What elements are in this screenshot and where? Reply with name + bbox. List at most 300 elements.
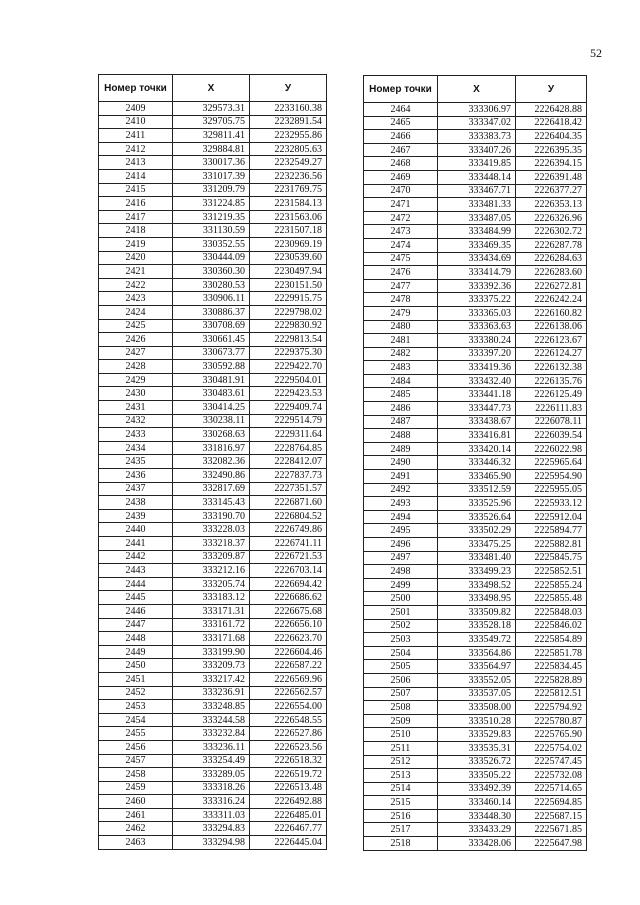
point-number-cell: 2483	[364, 361, 438, 375]
y-coordinate-cell: 2226703.14	[250, 564, 327, 578]
table-row	[364, 320, 587, 334]
y-coordinate-cell: 2229311.64	[250, 428, 327, 442]
x-coordinate-cell: 330238.11	[173, 414, 250, 428]
y-coordinate-cell: 2229409.74	[250, 401, 327, 415]
y-coordinate-cell: 2226160.82	[516, 306, 587, 320]
point-number-cell: 2508	[364, 701, 438, 715]
point-number-cell: 2434	[99, 441, 173, 455]
y-coordinate-cell: 2226353.13	[516, 198, 587, 212]
x-coordinate-cell: 333375.22	[438, 293, 516, 307]
y-coordinate-cell: 2226395.35	[516, 143, 587, 157]
point-number-cell: 2436	[99, 469, 173, 483]
point-number-cell: 2481	[364, 334, 438, 348]
table-header-row	[99, 75, 327, 102]
point-number-cell: 2491	[364, 470, 438, 484]
x-coordinate-cell: 333414.79	[438, 266, 516, 280]
table-row	[99, 509, 327, 523]
table-row	[99, 115, 327, 129]
x-coordinate-cell: 331017.39	[173, 169, 250, 183]
y-coordinate-cell: 2231507.18	[250, 224, 327, 238]
table-row	[99, 523, 327, 537]
point-number-cell: 2414	[99, 169, 173, 183]
x-coordinate-cell: 333505.22	[438, 769, 516, 783]
x-coordinate-cell: 333347.02	[438, 116, 516, 130]
x-coordinate-cell: 333145.43	[173, 496, 250, 510]
table-row	[364, 361, 587, 375]
point-number-cell: 2464	[364, 103, 438, 117]
point-number-cell: 2445	[99, 591, 173, 605]
x-coordinate-cell: 333448.30	[438, 809, 516, 823]
page-number: 52	[590, 46, 602, 60]
x-coordinate-cell: 333438.67	[438, 415, 516, 429]
y-coordinate-cell: 2226527.86	[250, 727, 327, 741]
y-coordinate-cell: 2225812.51	[516, 687, 587, 701]
point-number-cell: 2451	[99, 672, 173, 686]
y-coordinate-cell: 2225965.64	[516, 456, 587, 470]
y-coordinate-cell: 2226377.27	[516, 184, 587, 198]
header-y: У	[516, 76, 587, 103]
y-coordinate-cell: 2225851.78	[516, 646, 587, 660]
y-coordinate-cell: 2226686.62	[250, 591, 327, 605]
point-number-cell: 2485	[364, 388, 438, 402]
point-number-cell: 2517	[364, 823, 438, 837]
point-number-cell: 2503	[364, 633, 438, 647]
table-row	[99, 550, 327, 564]
y-coordinate-cell: 2225848.03	[516, 605, 587, 619]
x-coordinate-cell: 333161.72	[173, 618, 250, 632]
table-row	[99, 237, 327, 251]
x-coordinate-cell: 333171.68	[173, 632, 250, 646]
y-coordinate-cell: 2225747.45	[516, 755, 587, 769]
table-row	[364, 374, 587, 388]
header-point-number: Номер точки	[364, 76, 438, 103]
x-coordinate-cell: 330886.37	[173, 305, 250, 319]
table-row	[99, 577, 327, 591]
table-row	[99, 428, 327, 442]
point-number-cell: 2486	[364, 402, 438, 416]
table-row	[364, 714, 587, 728]
table-row	[364, 497, 587, 511]
point-number-cell: 2459	[99, 781, 173, 795]
y-coordinate-cell: 2226548.55	[250, 713, 327, 727]
y-coordinate-cell: 2229422.70	[250, 360, 327, 374]
point-number-cell: 2518	[364, 837, 438, 851]
y-coordinate-cell: 2225846.02	[516, 619, 587, 633]
point-number-cell: 2501	[364, 605, 438, 619]
point-number-cell: 2473	[364, 225, 438, 239]
point-number-cell: 2497	[364, 551, 438, 565]
table-row	[99, 604, 327, 618]
y-coordinate-cell: 2229830.92	[250, 319, 327, 333]
y-coordinate-cell: 2225845.75	[516, 551, 587, 565]
table-row	[364, 755, 587, 769]
y-coordinate-cell: 2231769.75	[250, 183, 327, 197]
table-row	[364, 225, 587, 239]
y-coordinate-cell: 2226039.54	[516, 429, 587, 443]
x-coordinate-cell: 333481.33	[438, 198, 516, 212]
y-coordinate-cell: 2228764.85	[250, 441, 327, 455]
point-number-cell: 2488	[364, 429, 438, 443]
y-coordinate-cell: 2227351.57	[250, 482, 327, 496]
x-coordinate-cell: 333492.39	[438, 782, 516, 796]
point-number-cell: 2474	[364, 238, 438, 252]
x-coordinate-cell: 330708.69	[173, 319, 250, 333]
header-x: X	[438, 76, 516, 103]
x-coordinate-cell: 330268.63	[173, 428, 250, 442]
point-number-cell: 2510	[364, 728, 438, 742]
x-coordinate-cell: 333254.49	[173, 754, 250, 768]
table-row	[99, 564, 327, 578]
table-row	[364, 660, 587, 674]
table-row	[99, 401, 327, 415]
table-row	[99, 319, 327, 333]
y-coordinate-cell: 2226428.88	[516, 103, 587, 117]
table-row	[364, 687, 587, 701]
point-number-cell: 2439	[99, 509, 173, 523]
x-coordinate-cell: 331219.35	[173, 210, 250, 224]
point-number-cell: 2412	[99, 142, 173, 156]
y-coordinate-cell: 2225882.81	[516, 538, 587, 552]
x-coordinate-cell: 330906.11	[173, 292, 250, 306]
table-row	[364, 279, 587, 293]
table-row	[99, 156, 327, 170]
coordinates-table-right	[363, 75, 587, 851]
table-row	[364, 238, 587, 252]
x-coordinate-cell: 331209.79	[173, 183, 250, 197]
table-row	[364, 198, 587, 212]
point-number-cell: 2502	[364, 619, 438, 633]
x-coordinate-cell: 333512.59	[438, 483, 516, 497]
point-number-cell: 2448	[99, 632, 173, 646]
x-coordinate-cell: 333502.29	[438, 524, 516, 538]
point-number-cell: 2421	[99, 265, 173, 279]
y-coordinate-cell: 2226623.70	[250, 632, 327, 646]
x-coordinate-cell: 333416.81	[438, 429, 516, 443]
y-coordinate-cell: 2225765.90	[516, 728, 587, 742]
x-coordinate-cell: 330414.25	[173, 401, 250, 415]
x-coordinate-cell: 332082.36	[173, 455, 250, 469]
x-coordinate-cell: 333218.37	[173, 537, 250, 551]
y-coordinate-cell: 2226467.77	[250, 822, 327, 836]
point-number-cell: 2411	[99, 129, 173, 143]
x-coordinate-cell: 330481.91	[173, 373, 250, 387]
table-row	[99, 795, 327, 809]
table-row	[99, 455, 327, 469]
point-number-cell: 2478	[364, 293, 438, 307]
table-row	[99, 618, 327, 632]
table-row	[99, 496, 327, 510]
y-coordinate-cell: 2225855.48	[516, 592, 587, 606]
x-coordinate-cell: 333549.72	[438, 633, 516, 647]
table-row	[99, 632, 327, 646]
table-row	[99, 713, 327, 727]
point-number-cell: 2456	[99, 740, 173, 754]
x-coordinate-cell: 330673.77	[173, 346, 250, 360]
y-coordinate-cell: 2226694.42	[250, 577, 327, 591]
table-row	[99, 387, 327, 401]
x-coordinate-cell: 333363.63	[438, 320, 516, 334]
y-coordinate-cell: 2225933.12	[516, 497, 587, 511]
point-number-cell: 2516	[364, 809, 438, 823]
point-number-cell: 2470	[364, 184, 438, 198]
y-coordinate-cell: 2225794.92	[516, 701, 587, 715]
table-row	[99, 346, 327, 360]
table-row	[99, 183, 327, 197]
table-row	[99, 781, 327, 795]
y-coordinate-cell: 2226078.11	[516, 415, 587, 429]
table-row	[364, 130, 587, 144]
table-row	[99, 305, 327, 319]
point-number-cell: 2472	[364, 211, 438, 225]
x-coordinate-cell: 333248.85	[173, 700, 250, 714]
table-row	[364, 673, 587, 687]
table-row	[364, 524, 587, 538]
point-number-cell: 2426	[99, 333, 173, 347]
table-row	[364, 823, 587, 837]
table-row	[364, 565, 587, 579]
y-coordinate-cell: 2225852.51	[516, 565, 587, 579]
y-coordinate-cell: 2226391.48	[516, 170, 587, 184]
table-row	[364, 429, 587, 443]
y-coordinate-cell: 2226124.27	[516, 347, 587, 361]
table-row	[364, 510, 587, 524]
y-coordinate-cell: 2226272.81	[516, 279, 587, 293]
y-coordinate-cell: 2225954.90	[516, 470, 587, 484]
x-coordinate-cell: 332817.69	[173, 482, 250, 496]
point-number-cell: 2511	[364, 741, 438, 755]
x-coordinate-cell: 333484.99	[438, 225, 516, 239]
table-header-row	[364, 76, 587, 103]
table-row	[364, 578, 587, 592]
x-coordinate-cell: 333318.26	[173, 781, 250, 795]
table-row	[364, 605, 587, 619]
y-coordinate-cell: 2226283.60	[516, 266, 587, 280]
x-coordinate-cell: 333564.97	[438, 660, 516, 674]
y-coordinate-cell: 2232955.86	[250, 129, 327, 143]
point-number-cell: 2429	[99, 373, 173, 387]
x-coordinate-cell: 333510.28	[438, 714, 516, 728]
point-number-cell: 2466	[364, 130, 438, 144]
y-coordinate-cell: 2226022.98	[516, 442, 587, 456]
point-number-cell: 2494	[364, 510, 438, 524]
x-coordinate-cell: 333294.83	[173, 822, 250, 836]
x-coordinate-cell: 333209.87	[173, 550, 250, 564]
y-coordinate-cell: 2229423.53	[250, 387, 327, 401]
y-coordinate-cell: 2227837.73	[250, 469, 327, 483]
table-row	[364, 184, 587, 198]
y-coordinate-cell: 2230969.19	[250, 237, 327, 251]
table-row	[99, 169, 327, 183]
x-coordinate-cell: 329705.75	[173, 115, 250, 129]
x-coordinate-cell: 330444.09	[173, 251, 250, 265]
x-coordinate-cell: 333190.70	[173, 509, 250, 523]
point-number-cell: 2482	[364, 347, 438, 361]
point-number-cell: 2432	[99, 414, 173, 428]
y-coordinate-cell: 2226604.46	[250, 645, 327, 659]
x-coordinate-cell: 333475.25	[438, 538, 516, 552]
table-row	[364, 538, 587, 552]
table-row	[364, 769, 587, 783]
x-coordinate-cell: 333537.05	[438, 687, 516, 701]
y-coordinate-cell: 2226132.38	[516, 361, 587, 375]
y-coordinate-cell: 2225855.24	[516, 578, 587, 592]
x-coordinate-cell: 333183.12	[173, 591, 250, 605]
table-row	[364, 741, 587, 755]
y-coordinate-cell: 2226138.06	[516, 320, 587, 334]
y-coordinate-cell: 2226485.01	[250, 808, 327, 822]
y-coordinate-cell: 2226123.67	[516, 334, 587, 348]
y-coordinate-cell: 2229504.01	[250, 373, 327, 387]
point-number-cell: 2492	[364, 483, 438, 497]
point-number-cell: 2422	[99, 278, 173, 292]
y-coordinate-cell: 2225714.65	[516, 782, 587, 796]
y-coordinate-cell: 2225912.04	[516, 510, 587, 524]
table-row	[364, 701, 587, 715]
point-number-cell: 2410	[99, 115, 173, 129]
point-number-cell: 2515	[364, 796, 438, 810]
x-coordinate-cell: 333526.64	[438, 510, 516, 524]
y-coordinate-cell: 2232891.54	[250, 115, 327, 129]
x-coordinate-cell: 333306.97	[438, 103, 516, 117]
table-row	[364, 592, 587, 606]
y-coordinate-cell: 2225955.05	[516, 483, 587, 497]
y-coordinate-cell: 2225647.98	[516, 837, 587, 851]
table-row	[99, 210, 327, 224]
table-row	[364, 809, 587, 823]
table-row	[99, 768, 327, 782]
table-row	[99, 686, 327, 700]
table-row	[99, 292, 327, 306]
point-number-cell: 2506	[364, 673, 438, 687]
point-number-cell: 2498	[364, 565, 438, 579]
y-coordinate-cell: 2226587.22	[250, 659, 327, 673]
x-coordinate-cell: 333428.06	[438, 837, 516, 851]
header-y: У	[250, 75, 327, 102]
point-number-cell: 2435	[99, 455, 173, 469]
point-number-cell: 2424	[99, 305, 173, 319]
x-coordinate-cell: 333311.03	[173, 808, 250, 822]
point-number-cell: 2480	[364, 320, 438, 334]
y-coordinate-cell: 2226741.11	[250, 537, 327, 551]
y-coordinate-cell: 2226394.15	[516, 157, 587, 171]
point-number-cell: 2489	[364, 442, 438, 456]
point-number-cell: 2462	[99, 822, 173, 836]
y-coordinate-cell: 2226675.68	[250, 604, 327, 618]
y-coordinate-cell: 2225854.89	[516, 633, 587, 647]
table-body-right	[364, 103, 587, 851]
y-coordinate-cell: 2229915.75	[250, 292, 327, 306]
point-number-cell: 2493	[364, 497, 438, 511]
point-number-cell: 2440	[99, 523, 173, 537]
x-coordinate-cell: 333217.42	[173, 672, 250, 686]
x-coordinate-cell: 333419.85	[438, 157, 516, 171]
x-coordinate-cell: 333289.05	[173, 768, 250, 782]
point-number-cell: 2514	[364, 782, 438, 796]
table-row	[364, 415, 587, 429]
x-coordinate-cell: 333433.29	[438, 823, 516, 837]
point-number-cell: 2476	[364, 266, 438, 280]
x-coordinate-cell: 331816.97	[173, 441, 250, 455]
table-row	[99, 278, 327, 292]
point-number-cell: 2477	[364, 279, 438, 293]
x-coordinate-cell: 333481.40	[438, 551, 516, 565]
y-coordinate-cell: 2232549.27	[250, 156, 327, 170]
point-number-cell: 2467	[364, 143, 438, 157]
x-coordinate-cell: 329884.81	[173, 142, 250, 156]
point-number-cell: 2444	[99, 577, 173, 591]
table-row	[364, 170, 587, 184]
y-coordinate-cell: 2225671.85	[516, 823, 587, 837]
point-number-cell: 2431	[99, 401, 173, 415]
table-row	[364, 143, 587, 157]
y-coordinate-cell: 2226518.32	[250, 754, 327, 768]
y-coordinate-cell: 2226125.49	[516, 388, 587, 402]
y-coordinate-cell: 2226562.57	[250, 686, 327, 700]
x-coordinate-cell: 333392.36	[438, 279, 516, 293]
table-row	[364, 103, 587, 117]
y-coordinate-cell: 2230151.50	[250, 278, 327, 292]
x-coordinate-cell: 333446.32	[438, 456, 516, 470]
y-coordinate-cell: 2226287.78	[516, 238, 587, 252]
point-number-cell: 2418	[99, 224, 173, 238]
y-coordinate-cell: 2226804.52	[250, 509, 327, 523]
x-coordinate-cell: 333528.18	[438, 619, 516, 633]
point-number-cell: 2441	[99, 537, 173, 551]
point-number-cell: 2413	[99, 156, 173, 170]
table-row	[99, 700, 327, 714]
x-coordinate-cell: 330661.45	[173, 333, 250, 347]
table-row	[364, 252, 587, 266]
point-number-cell: 2425	[99, 319, 173, 333]
x-coordinate-cell: 333171.31	[173, 604, 250, 618]
point-number-cell: 2449	[99, 645, 173, 659]
point-number-cell: 2487	[364, 415, 438, 429]
x-coordinate-cell: 329811.41	[173, 129, 250, 143]
x-coordinate-cell: 333526.72	[438, 755, 516, 769]
y-coordinate-cell: 2229514.79	[250, 414, 327, 428]
table-body-left	[99, 102, 327, 850]
table-row	[364, 334, 587, 348]
y-coordinate-cell: 2226326.96	[516, 211, 587, 225]
point-number-cell: 2468	[364, 157, 438, 171]
point-number-cell: 2446	[99, 604, 173, 618]
y-coordinate-cell: 2226523.56	[250, 740, 327, 754]
table-row	[99, 836, 327, 850]
x-coordinate-cell: 333420.14	[438, 442, 516, 456]
x-coordinate-cell: 333498.95	[438, 592, 516, 606]
x-coordinate-cell: 333205.74	[173, 577, 250, 591]
y-coordinate-cell: 2225694.85	[516, 796, 587, 810]
table-row	[99, 537, 327, 551]
x-coordinate-cell: 333499.23	[438, 565, 516, 579]
point-number-cell: 2479	[364, 306, 438, 320]
x-coordinate-cell: 333535.31	[438, 741, 516, 755]
point-number-cell: 2442	[99, 550, 173, 564]
y-coordinate-cell: 2229798.02	[250, 305, 327, 319]
x-coordinate-cell: 333448.14	[438, 170, 516, 184]
table-row	[364, 293, 587, 307]
y-coordinate-cell: 2226135.76	[516, 374, 587, 388]
point-number-cell: 2416	[99, 197, 173, 211]
table-row	[99, 659, 327, 673]
x-coordinate-cell: 333469.35	[438, 238, 516, 252]
y-coordinate-cell: 2232805.63	[250, 142, 327, 156]
y-coordinate-cell: 2226871.60	[250, 496, 327, 510]
point-number-cell: 2417	[99, 210, 173, 224]
point-number-cell: 2504	[364, 646, 438, 660]
x-coordinate-cell: 333209.73	[173, 659, 250, 673]
y-coordinate-cell: 2226569.96	[250, 672, 327, 686]
